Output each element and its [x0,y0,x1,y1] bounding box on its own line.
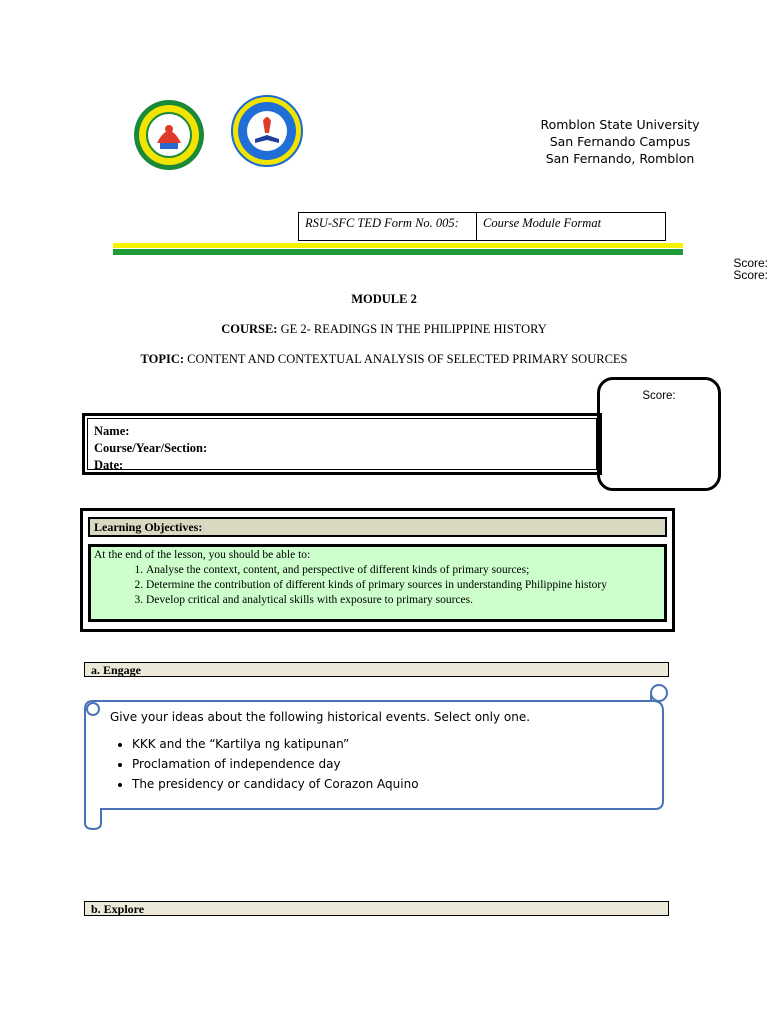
campus-location: San Fernando, Romblon [545,151,695,166]
course-value: GE 2- READINGS IN THE PHILIPPINE HISTORY [280,322,547,336]
module-title: MODULE 2 [351,292,417,306]
university-name: Romblon State University [540,117,700,132]
rsu-seal-logo [133,99,205,171]
form-name: Course Module Format [483,216,602,230]
objectives-intro: At the end of the lesson, you should be able to: [94,549,311,561]
engage-content [110,710,650,797]
university-header [540,116,700,167]
topic-label: TOPIC: [140,352,185,366]
engage-list [110,737,650,791]
form-number: RSU-SFC TED Form No. 005: [299,213,477,240]
objective-item: 2. Determine the contribution of different kinds of primary sources in understanding Philippine history [146,578,661,593]
yellow-stripe [113,243,683,248]
course-year-section-field[interactable]: Course/Year/Section: [94,441,208,455]
engage-item: • KKK and the “Kartilya ng katipunan” [132,737,650,751]
learning-objectives-box [80,508,675,632]
topic-value: CONTENT AND CONTEXTUAL ANALYSIS OF SELECTED PRIMARY SOURCES [187,352,628,366]
objective-item: 3. Develop critical and analytical skills with exposure to primary sources. [146,593,661,608]
name-field[interactable]: Name: [94,424,130,438]
date-field[interactable]: Date: [94,458,124,472]
score-box[interactable] [597,377,721,491]
campus-name: San Fernando Campus [549,134,691,149]
student-info-box [82,413,602,475]
objective-item: 1. Analyse the context, content, and perspective of different kinds of primary sources; [146,563,661,578]
score-label-edge: Score: [733,256,768,270]
engage-item: • Proclamation of independence day [132,757,650,771]
topic-line [0,352,768,367]
learning-objectives-body [88,544,667,622]
learning-objectives-heading: Learning Objectives: [88,517,667,537]
engage-item: • The presidency or candidacy of Corazon Aquino [132,777,650,791]
score-box-label: Score: [642,390,676,402]
explore-section-bar: b. Explore [84,901,669,916]
teacher-education-logo [227,95,307,167]
score-label-edge-2: Score: [733,268,768,282]
form-number-box [298,212,666,241]
green-stripe [113,249,683,255]
course-label: COURSE: [221,322,278,336]
course-line [0,322,768,337]
engage-prompt: Give your ideas about the following historical events. Select only one. [110,710,531,724]
engage-section-bar: a. Engage [84,662,669,677]
objectives-list [94,563,661,608]
